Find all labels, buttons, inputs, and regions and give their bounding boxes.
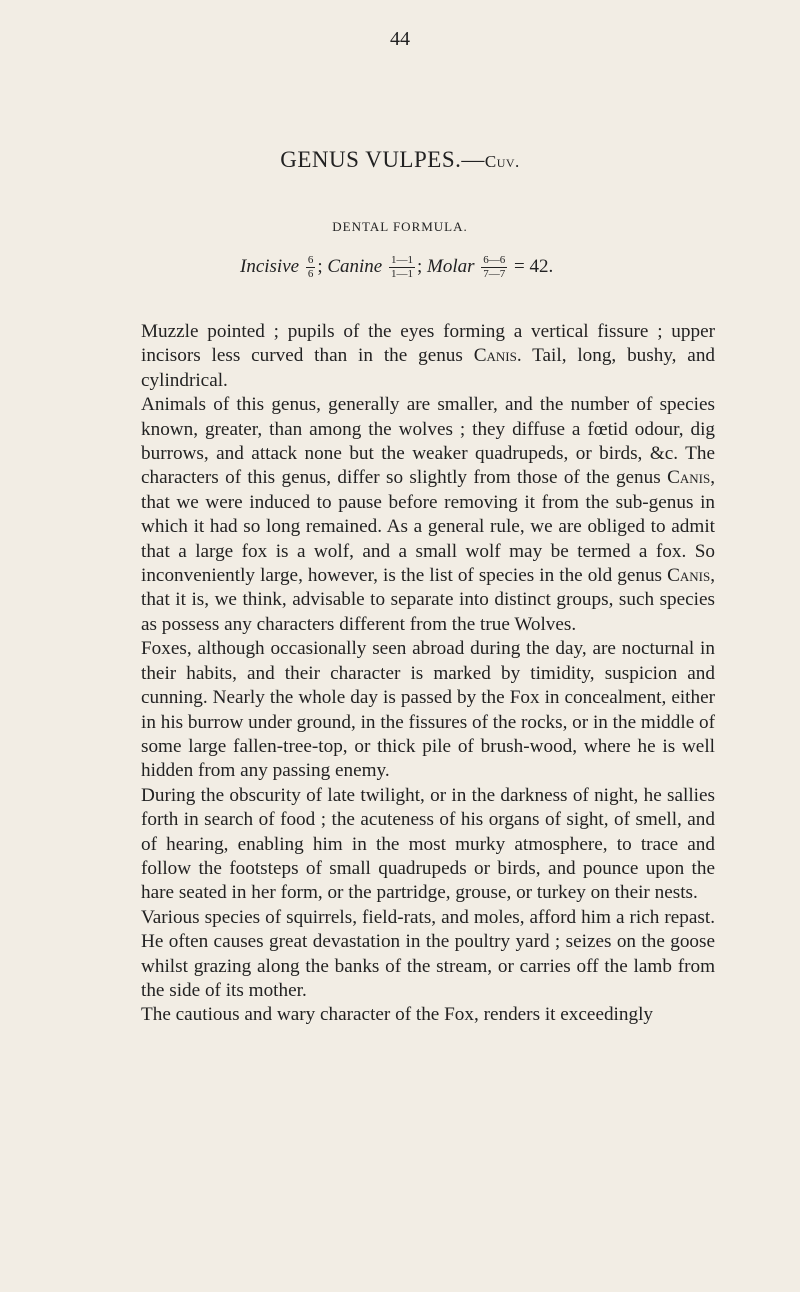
paragraph-text: , that we were induced to pause before removing it from the sub-genus in which it had so long remained. As a general rule, we are obliged to admit that a large fox is a wolf, and a small wolf may be termed a fox. So inconveniently large, however, is the list of species in the old genus xyxy=(141,467,715,587)
paragraph-text: , that it is, we think, advisable to separate into distinct groups, such species as possess any characters different from the true Wolves. xyxy=(141,565,715,635)
paragraph xyxy=(141,784,715,906)
title-author: Cuv. xyxy=(484,152,520,171)
formula-separator: ; xyxy=(417,255,423,277)
molar-denominator: 7—7 xyxy=(483,268,506,280)
incisive-label: Incisive xyxy=(240,255,300,277)
paragraph-text: Muzzle pointed ; pupils of the eyes forming a vertical fissure ; upper incisors less curved than in the genus xyxy=(141,321,715,367)
dental-formula xyxy=(240,254,600,302)
section-subtitle: DENTAL FORMULA. xyxy=(332,219,468,234)
molar-fraction xyxy=(481,254,507,281)
paragraph-text: The cautious and wary character of the Fox, renders it exceedingly xyxy=(141,1004,653,1026)
paragraph-text: During the obscurity of late twilight, or in the darkness of night, he sallies forth in search of food ; the acuteness of his organs of sight, of smell, and of hearing, enabling him in the most murky atmosphere, to trace and follow the footsteps of small quadrupeds or birds, and pounce upon the hare seated in her form, or the partridge, grouse, or turkey on their nests. xyxy=(141,784,715,904)
title-main: GENUS VULPES.— xyxy=(280,147,485,172)
incisive-fraction xyxy=(306,254,316,281)
canine-label: Canine xyxy=(327,255,383,277)
formula-separator: ; xyxy=(317,255,323,277)
genus-name: Canis xyxy=(667,565,711,587)
paragraph-text: . Tail, long, bushy, and cylindrical. xyxy=(141,345,716,391)
chapter-title xyxy=(0,147,800,173)
paragraph-text: Animals of this genus, generally are smaller, and the number of species known, greater, than among the wolves ; they diffuse a fœtid odour, dig burrows, and attack none but the weaker quadrupeds, or birds, &c. The characters of this genus, differ so slightly from those of the genus xyxy=(141,394,715,489)
canine-denominator: 1—1 xyxy=(391,268,413,280)
molar-label: Molar xyxy=(427,255,475,277)
molar-numerator: 6—6 xyxy=(483,254,506,266)
canine-numerator: 1—1 xyxy=(391,254,413,266)
genus-name: Canis xyxy=(473,345,517,367)
incisive-denominator: 6 xyxy=(307,268,314,280)
page-number: 44 xyxy=(390,28,410,50)
formula-total: = 42. xyxy=(514,255,554,277)
paragraph xyxy=(141,393,715,637)
incisive-numerator: 6 xyxy=(307,254,314,266)
genus-name: Canis xyxy=(667,467,711,489)
paragraph xyxy=(141,320,715,393)
paragraph-text: Various species of squirrels, field-rats, and moles, afford him a rich repast. He often causes great devastation in the poultry yard ; seizes on the goose whilst grazing along the banks of the stream, or carries off the lamb from the side of its mother. xyxy=(141,906,715,1001)
canine-fraction xyxy=(389,254,415,281)
paragraph xyxy=(141,1003,715,1027)
paragraph-text: Foxes, although occasionally seen abroad during the day, are nocturnal in their habits, and their character is marked by timidity, suspicion and cunning. Nearly the whole day is passed by the Fox in concealment, either in his burrow under ground, in the fissures of the rocks, or in the middle of some large fallen-tree-top, or thick pile of brush-wood, where he is well hidden from any passing enemy. xyxy=(141,638,715,782)
body-text xyxy=(141,320,715,1028)
paragraph xyxy=(141,637,715,783)
paragraph xyxy=(141,906,715,1004)
